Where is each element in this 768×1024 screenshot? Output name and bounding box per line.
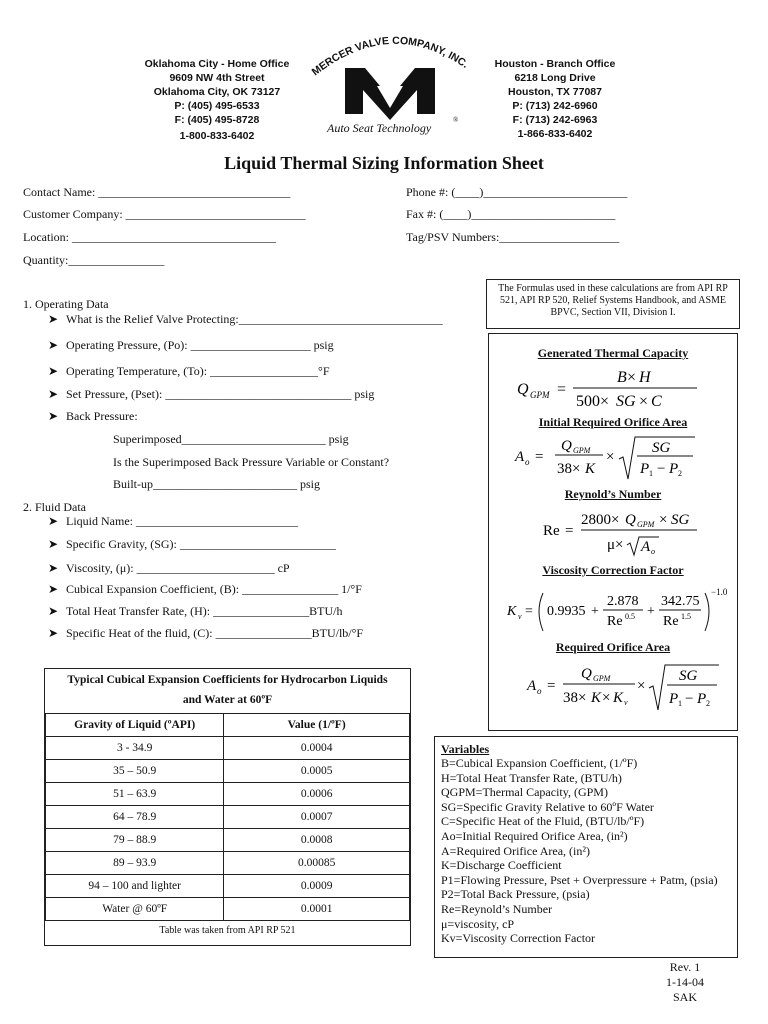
svg-text:K: K bbox=[585, 461, 596, 477]
formula-source-note bbox=[486, 279, 740, 329]
arrow-bullet-icon: ➤ bbox=[48, 514, 59, 528]
svg-text:GPM: GPM bbox=[573, 446, 591, 455]
location-field[interactable]: Location: __________________________________ bbox=[23, 230, 276, 244]
table-cell: 0.0009 bbox=[224, 875, 410, 898]
svg-text:500×: 500× bbox=[576, 393, 610, 410]
svg-text:MERCER VALVE COMPANY, INC. bbox=[310, 35, 471, 78]
coefficient-table bbox=[45, 713, 410, 921]
variable-item: C=Specific Heat of the Fluid, (BTU/lb/ºF) bbox=[441, 814, 645, 829]
phone-field[interactable]: Phone #: (____)________________________ bbox=[406, 185, 628, 199]
revision-author: SAK bbox=[672, 990, 697, 1004]
svg-text:2800×: 2800× bbox=[581, 512, 620, 528]
back-pressure-label bbox=[48, 409, 138, 424]
svg-text:K: K bbox=[613, 690, 624, 706]
expansion-coefficient-field[interactable] bbox=[48, 582, 362, 597]
field-label: Viscosity, (μ): _______________________ cP bbox=[66, 561, 290, 575]
address-line: Oklahoma City, OK 73127 bbox=[153, 86, 281, 98]
svg-text:K: K bbox=[591, 690, 602, 706]
table-cell: Water @ 60ºF bbox=[46, 898, 224, 921]
formula-initial-orifice-area bbox=[507, 433, 717, 483]
svg-text:Re: Re bbox=[663, 614, 679, 629]
arrow-bullet-icon: ➤ bbox=[48, 537, 59, 551]
svg-text:A: A bbox=[641, 539, 651, 555]
section-fluid-data: 2. Fluid Data bbox=[23, 500, 86, 514]
arrow-bullet-icon: ➤ bbox=[48, 364, 59, 378]
table-row bbox=[46, 898, 410, 921]
svg-text:=: = bbox=[565, 523, 574, 539]
viscosity-field[interactable] bbox=[48, 561, 290, 576]
svg-text:K: K bbox=[507, 604, 517, 619]
svg-text:−1.0: −1.0 bbox=[711, 587, 728, 597]
svg-text:Q: Q bbox=[625, 512, 636, 528]
field-label: Set Pressure, (Pset): _______________________________ psig bbox=[66, 387, 375, 401]
arrow-bullet-icon: ➤ bbox=[48, 626, 59, 640]
svg-text:GPM: GPM bbox=[593, 674, 611, 683]
table-row bbox=[46, 737, 410, 760]
formula-viscosity-correction bbox=[503, 581, 735, 641]
svg-text:×: × bbox=[639, 393, 649, 410]
svg-text:+: + bbox=[647, 604, 655, 619]
column-header: Gravity of Liquid (ºAPI) bbox=[46, 714, 224, 737]
field-label: Operating Temperature, (To): __________________°F bbox=[66, 364, 330, 378]
table-cell: 94 – 100 and lighter bbox=[46, 875, 224, 898]
svg-text:−: − bbox=[685, 691, 694, 707]
svg-text:A: A bbox=[515, 449, 525, 465]
variables-heading: Variables bbox=[441, 742, 490, 756]
tagline: Auto Seat Technology bbox=[327, 121, 432, 135]
liquid-name-field[interactable] bbox=[48, 514, 298, 529]
table-cell: 0.0005 bbox=[224, 760, 410, 783]
branch-office-title: Houston - Branch Office bbox=[494, 58, 616, 70]
revision-number: Rev. 1 bbox=[669, 960, 701, 974]
formula-thermal-capacity bbox=[509, 364, 719, 414]
field-label: What is the Relief Valve Protecting:__________________________________ bbox=[66, 312, 443, 326]
svg-text:38×: 38× bbox=[563, 690, 587, 706]
svg-text:=: = bbox=[535, 449, 544, 465]
svg-text:Q: Q bbox=[517, 381, 529, 398]
field-label: Liquid Name: ___________________________ bbox=[66, 514, 298, 528]
svg-text:=: = bbox=[557, 381, 567, 398]
table-cell: 0.0004 bbox=[224, 737, 410, 760]
mv-logo-mark bbox=[345, 68, 435, 120]
svg-text:1: 1 bbox=[678, 699, 682, 708]
svg-text:0.5: 0.5 bbox=[625, 612, 635, 621]
variable-item: P2=Total Back Pressure, (psia) bbox=[441, 887, 590, 902]
registered-mark: ® bbox=[453, 116, 459, 124]
variable-item: Re=Reynold’s Number bbox=[441, 901, 553, 916]
table-row bbox=[46, 875, 410, 898]
page-title: Liquid Thermal Sizing Information Sheet bbox=[224, 153, 544, 173]
company-name: MERCER VALVE COMPANY, INC. bbox=[309, 34, 471, 79]
variables-panel bbox=[434, 736, 738, 958]
variable-item: H=Total Heat Transfer Rate, (BTU/h) bbox=[441, 770, 622, 785]
phone-line: P: (713) 242-6960 bbox=[512, 100, 598, 112]
svg-text:Re: Re bbox=[543, 523, 560, 539]
table-cell: 64 – 78.9 bbox=[46, 806, 224, 829]
quantity-field[interactable]: Quantity:________________ bbox=[23, 253, 165, 267]
svg-text:μ×: μ× bbox=[607, 537, 624, 553]
variable-item: A=Required Orifice Area, (in²) bbox=[441, 843, 590, 858]
svg-text:B: B bbox=[617, 369, 627, 386]
specific-gravity-field[interactable] bbox=[48, 537, 336, 552]
fax-line: F: (405) 495-8728 bbox=[174, 114, 260, 126]
specific-heat-field[interactable] bbox=[48, 626, 363, 641]
svg-text:Q: Q bbox=[561, 438, 572, 454]
variable-item: K=Discharge Coefficient bbox=[441, 858, 562, 873]
variable-item: SG=Specific Gravity Relative to 60ºF Water bbox=[441, 799, 654, 814]
revision-block bbox=[650, 960, 720, 1005]
svg-text:o: o bbox=[537, 686, 542, 696]
column-header: Value (1/ºF) bbox=[224, 714, 410, 737]
field-label: Specific Gravity, (SG): __________________________ bbox=[66, 537, 336, 551]
address-line: 6218 Long Drive bbox=[514, 72, 596, 84]
heat-transfer-rate-field[interactable] bbox=[48, 604, 342, 619]
table-row bbox=[46, 783, 410, 806]
svg-text:P: P bbox=[669, 691, 679, 707]
company-logo bbox=[305, 28, 475, 146]
svg-text:o: o bbox=[651, 547, 655, 556]
svg-text:SG: SG bbox=[679, 668, 698, 684]
formula-heading-thermal-capacity: Generated Thermal Capacity bbox=[537, 346, 689, 360]
tollfree-line: 1-800-833-6402 bbox=[179, 130, 255, 142]
svg-text:1: 1 bbox=[649, 469, 653, 478]
table-caption bbox=[45, 669, 410, 710]
formulas-panel bbox=[488, 333, 738, 731]
table-row bbox=[46, 829, 410, 852]
table-cell: 0.00085 bbox=[224, 852, 410, 875]
table-row bbox=[46, 852, 410, 875]
arrow-bullet-icon: ➤ bbox=[48, 387, 59, 401]
caption-line: Typical Cubical Expansion Coefficients for Hydrocarbon Liquids bbox=[67, 674, 388, 686]
arrow-bullet-icon: ➤ bbox=[48, 409, 59, 423]
table-cell: 0.0008 bbox=[224, 829, 410, 852]
arrow-bullet-icon: ➤ bbox=[48, 582, 59, 596]
field-label: Operating Pressure, (Po): ____________________ psig bbox=[66, 338, 334, 352]
variable-item: P1=Flowing Pressure, Pset + Overpressure + Patm, (psia) bbox=[441, 872, 718, 887]
variable-item: QGPM=Thermal Capacity, (GPM) bbox=[441, 785, 608, 800]
svg-text:H: H bbox=[639, 369, 651, 386]
svg-text:SG: SG bbox=[671, 512, 690, 528]
svg-text:GPM: GPM bbox=[530, 390, 550, 400]
svg-text:0.9935: 0.9935 bbox=[547, 604, 586, 619]
address-line: 9609 NW 4th Street bbox=[169, 72, 265, 84]
svg-text:−: − bbox=[657, 461, 666, 477]
svg-text:=: = bbox=[547, 678, 556, 694]
section-operating-data: 1. Operating Data bbox=[23, 297, 109, 311]
svg-text:Q: Q bbox=[581, 666, 592, 682]
svg-text:38×: 38× bbox=[557, 461, 581, 477]
table-footnote: Table was taken from API RP 521 bbox=[159, 925, 296, 936]
svg-text:SG: SG bbox=[616, 393, 636, 410]
svg-text:v: v bbox=[624, 698, 628, 707]
svg-text:2: 2 bbox=[706, 699, 710, 708]
caption-line: and Water at 60ºF bbox=[182, 694, 273, 706]
table-row bbox=[46, 806, 410, 829]
variable-item: Kv=Viscosity Correction Factor bbox=[441, 931, 596, 946]
home-office-address bbox=[128, 57, 306, 143]
table-cell: 3 - 34.9 bbox=[46, 737, 224, 760]
svg-text:v: v bbox=[518, 612, 522, 621]
tag-psv-field[interactable]: Tag/PSV Numbers:____________________ bbox=[406, 230, 620, 244]
formula-required-orifice-area bbox=[523, 660, 723, 716]
field-label: Specific Heat of the fluid, (C): ________________BTU/lb/°F bbox=[66, 626, 364, 640]
variable-item: Ao=Initial Required Orifice Area, (in²) bbox=[441, 828, 628, 843]
svg-text:P: P bbox=[669, 461, 679, 477]
table-cell: 0.0001 bbox=[224, 898, 410, 921]
field-label: Cubical Expansion Coefficient, (B): ________________ 1/°F bbox=[66, 582, 362, 596]
formula-heading-initial-orifice: Initial Required Orifice Area bbox=[538, 415, 688, 429]
formula-heading-reynolds: Reynold’s Number bbox=[564, 487, 662, 501]
svg-text:SG: SG bbox=[652, 440, 671, 456]
svg-text:A: A bbox=[527, 678, 537, 694]
svg-text:1.5: 1.5 bbox=[681, 612, 691, 621]
field-label: Back Pressure: bbox=[66, 409, 138, 423]
fax-field[interactable]: Fax #: (____)________________________ bbox=[406, 207, 616, 221]
built-up-field[interactable]: Built-up________________________ psig bbox=[113, 477, 321, 491]
back-pressure-question: Is the Superimposed Back Pressure Variable or Constant? bbox=[113, 455, 390, 469]
svg-text:P: P bbox=[640, 461, 650, 477]
table-cell: 0.0007 bbox=[224, 806, 410, 829]
formula-heading-viscosity-correction: Viscosity Correction Factor bbox=[542, 563, 684, 577]
table-cell: 79 – 88.9 bbox=[46, 829, 224, 852]
formula-source-text: The Formulas used in these calculations are from API RP 521, API RP 520, Relief Systems Handbook, and ASME BPVC, Section VII, Division I. bbox=[498, 283, 728, 318]
field-label: Total Heat Transfer Rate, (H): ________________BTU/h bbox=[66, 604, 343, 618]
table-row bbox=[46, 760, 410, 783]
svg-text:2: 2 bbox=[678, 469, 682, 478]
svg-text:+: + bbox=[591, 604, 599, 619]
revision-date: 1-14-04 bbox=[666, 975, 704, 989]
table-cell: 89 – 93.9 bbox=[46, 852, 224, 875]
arrow-bullet-icon: ➤ bbox=[48, 561, 59, 575]
arrow-bullet-icon: ➤ bbox=[48, 312, 59, 326]
superimposed-field[interactable]: Superimposed________________________ psig bbox=[113, 432, 349, 446]
svg-text:×: × bbox=[606, 449, 615, 465]
svg-text:×: × bbox=[627, 369, 637, 386]
formula-reynolds-number bbox=[525, 505, 725, 561]
tollfree-line: 1-866-833-6402 bbox=[517, 128, 593, 140]
variable-item: μ=viscosity, cP bbox=[441, 916, 515, 931]
svg-text:×: × bbox=[659, 512, 668, 528]
operating-pressure-field[interactable] bbox=[48, 338, 334, 353]
svg-text:×: × bbox=[637, 678, 646, 694]
branch-office-address bbox=[470, 57, 640, 141]
svg-text:342.75: 342.75 bbox=[661, 594, 700, 609]
svg-text:2.878: 2.878 bbox=[607, 594, 639, 609]
svg-text:GPM: GPM bbox=[637, 520, 655, 529]
svg-text:×: × bbox=[602, 690, 611, 706]
table-cell: 35 – 50.9 bbox=[46, 760, 224, 783]
contact-name-field[interactable]: Contact Name: ________________________________ bbox=[23, 185, 291, 199]
address-line: Houston, TX 77087 bbox=[508, 86, 602, 98]
expansion-coefficient-table bbox=[44, 668, 411, 946]
formula-heading-required-orifice: Required Orifice Area bbox=[555, 640, 671, 654]
svg-text:C: C bbox=[651, 393, 662, 410]
svg-text:o: o bbox=[525, 457, 530, 467]
customer-company-field[interactable]: Customer Company: ______________________________ bbox=[23, 207, 306, 221]
svg-text:=: = bbox=[525, 604, 533, 619]
arrow-bullet-icon: ➤ bbox=[48, 338, 59, 352]
phone-line: P: (405) 495-6533 bbox=[174, 100, 260, 112]
variable-item: B=Cubical Expansion Coefficient, (1/ºF) bbox=[441, 756, 638, 770]
table-cell: 0.0006 bbox=[224, 783, 410, 806]
home-office-title: Oklahoma City - Home Office bbox=[144, 58, 290, 70]
set-pressure-field[interactable] bbox=[48, 387, 374, 402]
arrow-bullet-icon: ➤ bbox=[48, 604, 59, 618]
fax-line: F: (713) 242-6963 bbox=[512, 114, 598, 126]
svg-text:Re: Re bbox=[607, 614, 623, 629]
relief-valve-protecting-field[interactable] bbox=[48, 312, 443, 327]
operating-temperature-field[interactable] bbox=[48, 364, 330, 379]
table-cell: 51 – 63.9 bbox=[46, 783, 224, 806]
svg-text:P: P bbox=[697, 691, 707, 707]
table-header-row bbox=[46, 714, 410, 737]
